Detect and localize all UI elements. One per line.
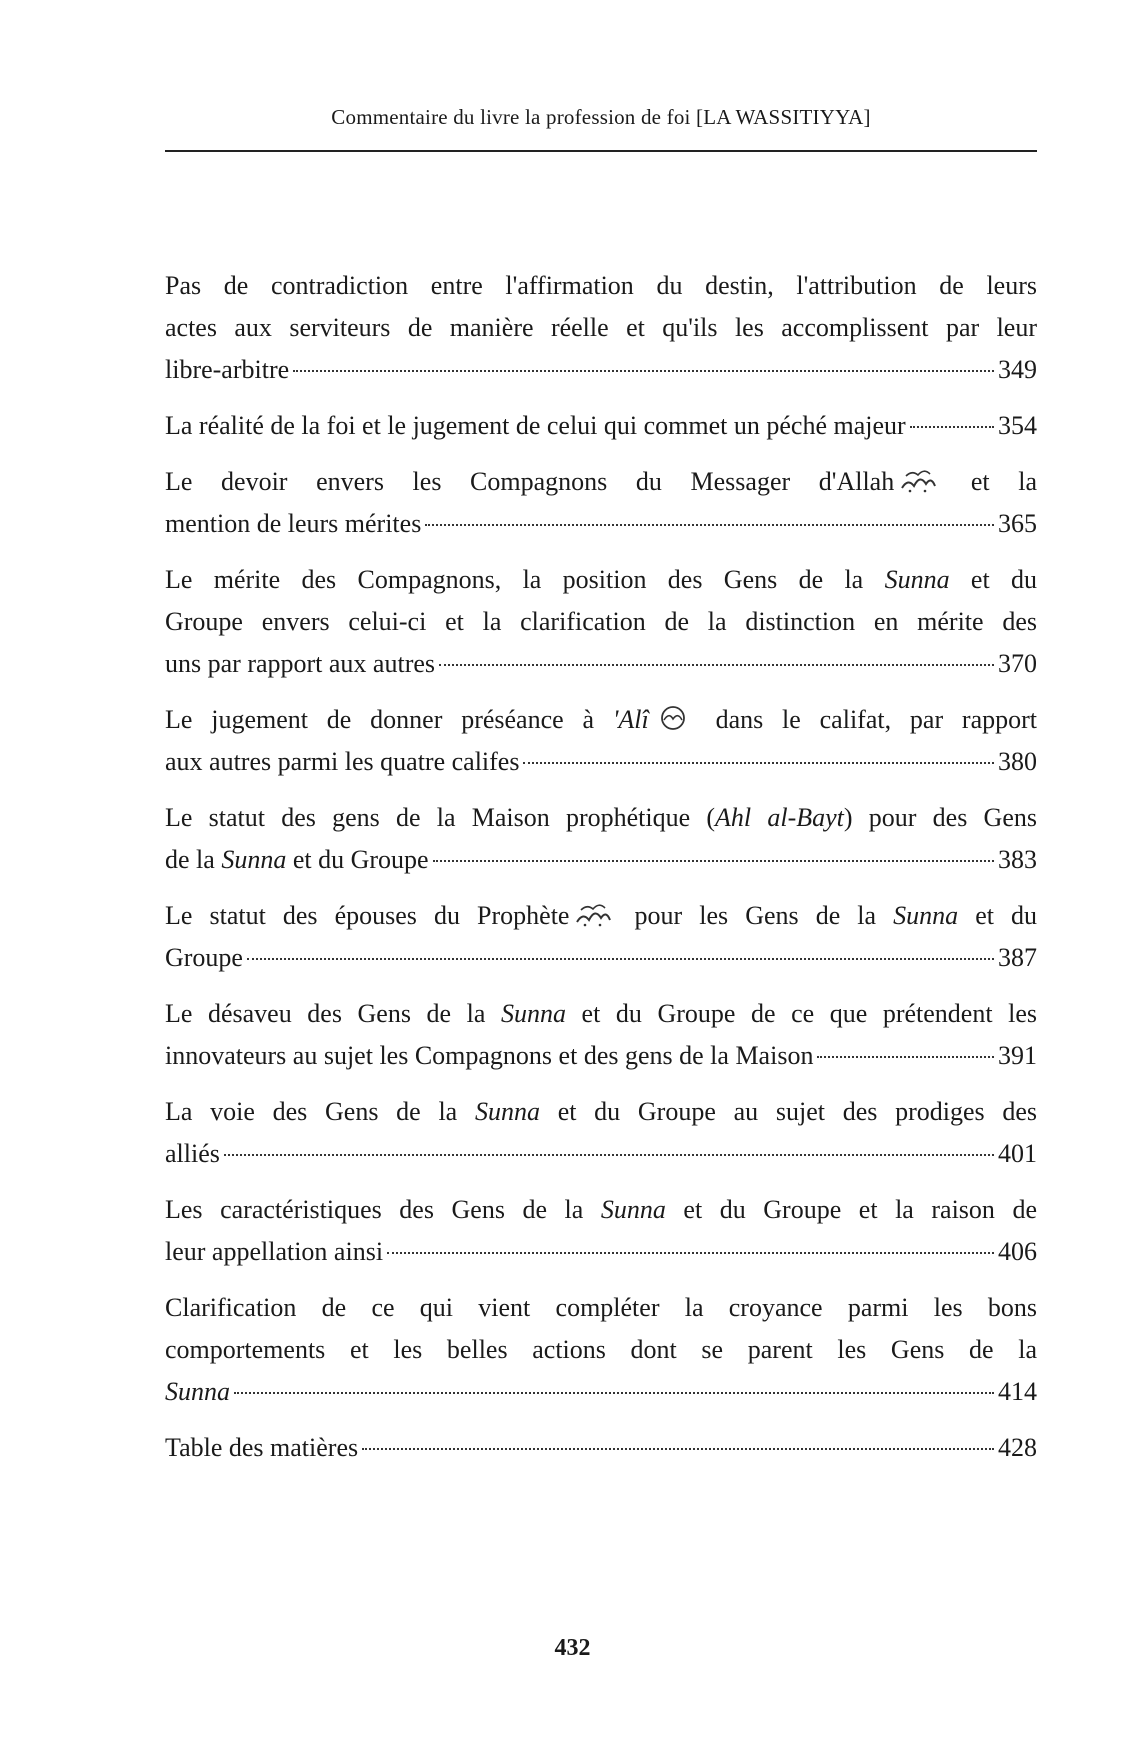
toc-entry-title: de la Sunna et du Groupe — [165, 845, 429, 874]
toc-entry[interactable] — [165, 1427, 1037, 1469]
dot-leader — [817, 1056, 994, 1058]
toc-entry-title: innovateurs au sujet les Compagnons et des gens de la Maison — [165, 1041, 814, 1070]
toc-page-number: 406 — [998, 1237, 1037, 1266]
dot-leader — [433, 860, 994, 862]
toc-entry[interactable] — [165, 1189, 1037, 1273]
toc-entry-line: Pas de contradiction entre l'affirmation du destin, l'attribution de leurs — [165, 271, 1037, 300]
toc-entry[interactable] — [165, 405, 1037, 447]
toc-entry[interactable] — [165, 993, 1037, 1077]
toc-page-number: 391 — [998, 1041, 1037, 1070]
toc-page-number: 428 — [998, 1433, 1037, 1462]
dot-leader — [224, 1154, 994, 1156]
toc-entry-title: alliés — [165, 1139, 220, 1168]
toc-entry[interactable] — [165, 699, 1037, 783]
dot-leader — [523, 762, 994, 764]
toc-entry[interactable] — [165, 559, 1037, 685]
toc-entry-line: Le mérite des Compagnons, la position des Gens de la Sunna et du — [165, 565, 1037, 594]
dot-leader — [293, 370, 994, 372]
toc-entry-title: Sunna — [165, 1377, 230, 1406]
toc-entry-title: Table des matières — [165, 1433, 359, 1462]
toc-page-number: 349 — [998, 355, 1037, 384]
toc-entry-title: uns par rapport aux autres — [165, 649, 436, 678]
dot-leader — [387, 1252, 994, 1254]
toc-page-number: 354 — [998, 411, 1037, 440]
dot-leader — [247, 958, 994, 960]
toc-entry-line: Le désaveu des Gens de la Sunna et du Groupe de ce que prétendent les — [165, 999, 1037, 1028]
toc-entry-title: leur appellation ainsi — [165, 1237, 384, 1266]
toc-page-number: 387 — [998, 943, 1037, 972]
dot-leader — [910, 426, 994, 428]
toc-entry[interactable] — [165, 895, 1037, 979]
dot-leader — [234, 1392, 994, 1394]
dot-leader — [425, 524, 994, 526]
honorific-ligature-icon — [898, 466, 938, 494]
toc-entry-title: libre-arbitre — [165, 355, 290, 384]
toc-entry-line: Le statut des gens de la Maison prophétique (Ahl al-Bayt) pour des Gens — [165, 803, 1037, 832]
table-of-contents — [165, 265, 1037, 1483]
toc-entry[interactable] — [165, 1287, 1037, 1413]
toc-entry-line: La voie des Gens de la Sunna et du Groupe au sujet des prodiges des — [165, 1097, 1037, 1126]
toc-page-number: 383 — [998, 845, 1037, 874]
toc-page-number: 401 — [998, 1139, 1037, 1168]
dot-leader — [362, 1448, 994, 1450]
toc-entry[interactable] — [165, 461, 1037, 545]
toc-entry-line: Le devoir envers les Compagnons du Messager d'Allah et la — [165, 467, 1037, 496]
toc-page-number: 414 — [998, 1377, 1037, 1406]
toc-entry-title: mention de leurs mérites — [165, 509, 422, 538]
page-number: 432 — [554, 1635, 591, 1661]
toc-page-number: 365 — [998, 509, 1037, 538]
toc-entry[interactable] — [165, 1091, 1037, 1175]
toc-entry-title: La réalité de la foi et le jugement de celui qui commet un péché majeur — [165, 411, 906, 440]
toc-entry-line: comportements et les belles actions dont se parent les Gens de la — [165, 1335, 1037, 1364]
toc-entry-line: actes aux serviteurs de manière réelle et qu'ils les accomplissent par leur — [165, 313, 1037, 342]
toc-entry-line: Les caractéristiques des Gens de la Sunna et du Groupe et la raison de — [165, 1195, 1037, 1224]
toc-entry-line: Clarification de ce qui vient compléter la croyance parmi les bons — [165, 1293, 1037, 1322]
toc-entry[interactable] — [165, 797, 1037, 881]
header-rule — [165, 150, 1037, 152]
dot-leader — [439, 664, 994, 666]
toc-entry-title: aux autres parmi les quatre califes — [165, 747, 520, 776]
toc-page-number: 380 — [998, 747, 1037, 776]
toc-entry-line: Groupe envers celui-ci et la clarification de la distinction en mérite des — [165, 607, 1037, 636]
honorific-ligature-icon — [653, 704, 693, 732]
honorific-ligature-icon — [573, 900, 613, 928]
running-header: Commentaire du livre la profession de foi [LA WASSITIYYA] — [331, 105, 871, 129]
toc-entry-title: Groupe — [165, 943, 243, 972]
toc-entry-line: Le jugement de donner préséance à 'Alî dans le califat, par rapport — [165, 705, 1037, 734]
toc-entry[interactable] — [165, 265, 1037, 391]
toc-page-number: 370 — [998, 649, 1037, 678]
toc-entry-line: Le statut des épouses du Prophète pour les Gens de la Sunna et du — [165, 901, 1037, 930]
